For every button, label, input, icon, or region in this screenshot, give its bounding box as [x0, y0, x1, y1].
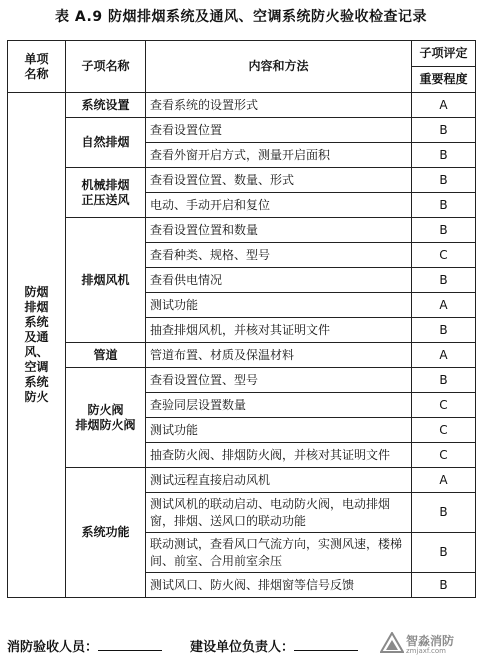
check-content: 管道布置、材质及保温材料	[146, 343, 412, 368]
sub-item-label: 系统功能	[81, 525, 130, 539]
check-content: 查看种类、规格、型号	[146, 243, 412, 268]
check-content: 测试风口、防火阀、排烟窗等信号反馈	[146, 573, 412, 598]
sub-item-name	[66, 168, 146, 218]
table-row	[8, 343, 476, 368]
importance-grade: A	[412, 468, 476, 493]
header-grade-top: 子项评定	[412, 41, 476, 67]
check-content: 电动、手动开启和复位	[146, 193, 412, 218]
unit-name: 防烟 排烟 系统 及通 风、 空调 系统 防火	[24, 285, 49, 404]
inspection-table	[7, 40, 476, 598]
table-row	[8, 118, 476, 143]
check-content: 查看设置位置、数量、形式	[146, 168, 412, 193]
importance-grade: A	[412, 93, 476, 118]
check-content: 抽查防火阀、排烟防火阀，并核对其证明文件	[146, 443, 412, 468]
check-content: 测试功能	[146, 293, 412, 318]
unit-name-cell	[8, 93, 66, 598]
header-row	[8, 41, 476, 67]
importance-grade: C	[412, 243, 476, 268]
importance-grade: B	[412, 118, 476, 143]
watermark-text: 智淼消防	[406, 634, 455, 648]
importance-grade: B	[412, 533, 476, 573]
header-sub-name: 子项名称	[66, 41, 146, 93]
inspector-signature-line	[98, 638, 162, 651]
check-content: 联动测试，查看风口气流方向，实测风速，楼梯间、前室、合用前室余压	[146, 533, 412, 573]
header-unit-name: 单项 名称	[8, 41, 66, 93]
sub-item-name	[66, 93, 146, 118]
signature-footer	[7, 636, 427, 655]
check-content: 查看供电情况	[146, 268, 412, 293]
watermark-url: zmjaxf.com	[406, 647, 447, 655]
check-content: 查看外窗开启方式，测量开启面积	[146, 143, 412, 168]
inspector-label: 消防验收人员：	[7, 640, 99, 655]
sub-item-name	[66, 343, 146, 368]
importance-grade: C	[412, 418, 476, 443]
builder-signature-line	[294, 638, 358, 651]
check-content: 查看设置位置、型号	[146, 368, 412, 393]
sub-item-name	[66, 468, 146, 598]
check-content: 测试风机的联动启动、电动防火阀，电动排烟窗，排烟、送风口的联动功能	[146, 493, 412, 533]
sub-item-label: 排烟风机	[81, 272, 130, 287]
watermark-logo-icon	[380, 632, 404, 658]
importance-grade: B	[412, 573, 476, 598]
table-row	[8, 468, 476, 493]
sub-item-label: 防火阀 排烟防火阀	[75, 402, 136, 432]
sub-item-label: 管道	[93, 347, 118, 362]
check-content: 测试远程直接启动风机	[146, 468, 412, 493]
importance-grade: C	[412, 393, 476, 418]
sub-item-name	[66, 368, 146, 468]
header-grade-bottom: 重要程度	[412, 67, 476, 93]
check-content: 测试功能	[146, 418, 412, 443]
table-row	[8, 168, 476, 193]
importance-grade: B	[412, 218, 476, 243]
builder-label: 建设单位负责人：	[190, 640, 295, 655]
sub-item-name	[66, 118, 146, 168]
check-content: 抽查排烟风机，并核对其证明文件	[146, 318, 412, 343]
importance-grade: B	[412, 168, 476, 193]
watermark	[380, 630, 480, 660]
check-content: 查看设置位置	[146, 118, 412, 143]
importance-grade: C	[412, 443, 476, 468]
importance-grade: B	[412, 268, 476, 293]
table-title: 表 A.9 防烟排烟系统及通风、空调系统防火验收检查记录	[55, 9, 427, 25]
sub-item-label: 机械排烟 正压送风	[81, 177, 130, 207]
header-content: 内容和方法	[146, 41, 412, 93]
sub-item-name	[66, 218, 146, 343]
importance-grade: B	[412, 143, 476, 168]
check-content: 查看系统的设置形式	[146, 93, 412, 118]
table-row	[8, 368, 476, 393]
importance-grade: B	[412, 193, 476, 218]
importance-grade: A	[412, 293, 476, 318]
check-content: 查看设置位置和数量	[146, 218, 412, 243]
sub-item-label: 自然排烟	[81, 135, 130, 149]
importance-grade: B	[412, 493, 476, 533]
sub-item-label: 系统设置	[81, 97, 130, 112]
check-content: 查验同层设置数量	[146, 393, 412, 418]
table-row	[8, 93, 476, 118]
importance-grade: B	[412, 368, 476, 393]
importance-grade: B	[412, 318, 476, 343]
importance-grade: A	[412, 343, 476, 368]
table-row	[8, 218, 476, 243]
